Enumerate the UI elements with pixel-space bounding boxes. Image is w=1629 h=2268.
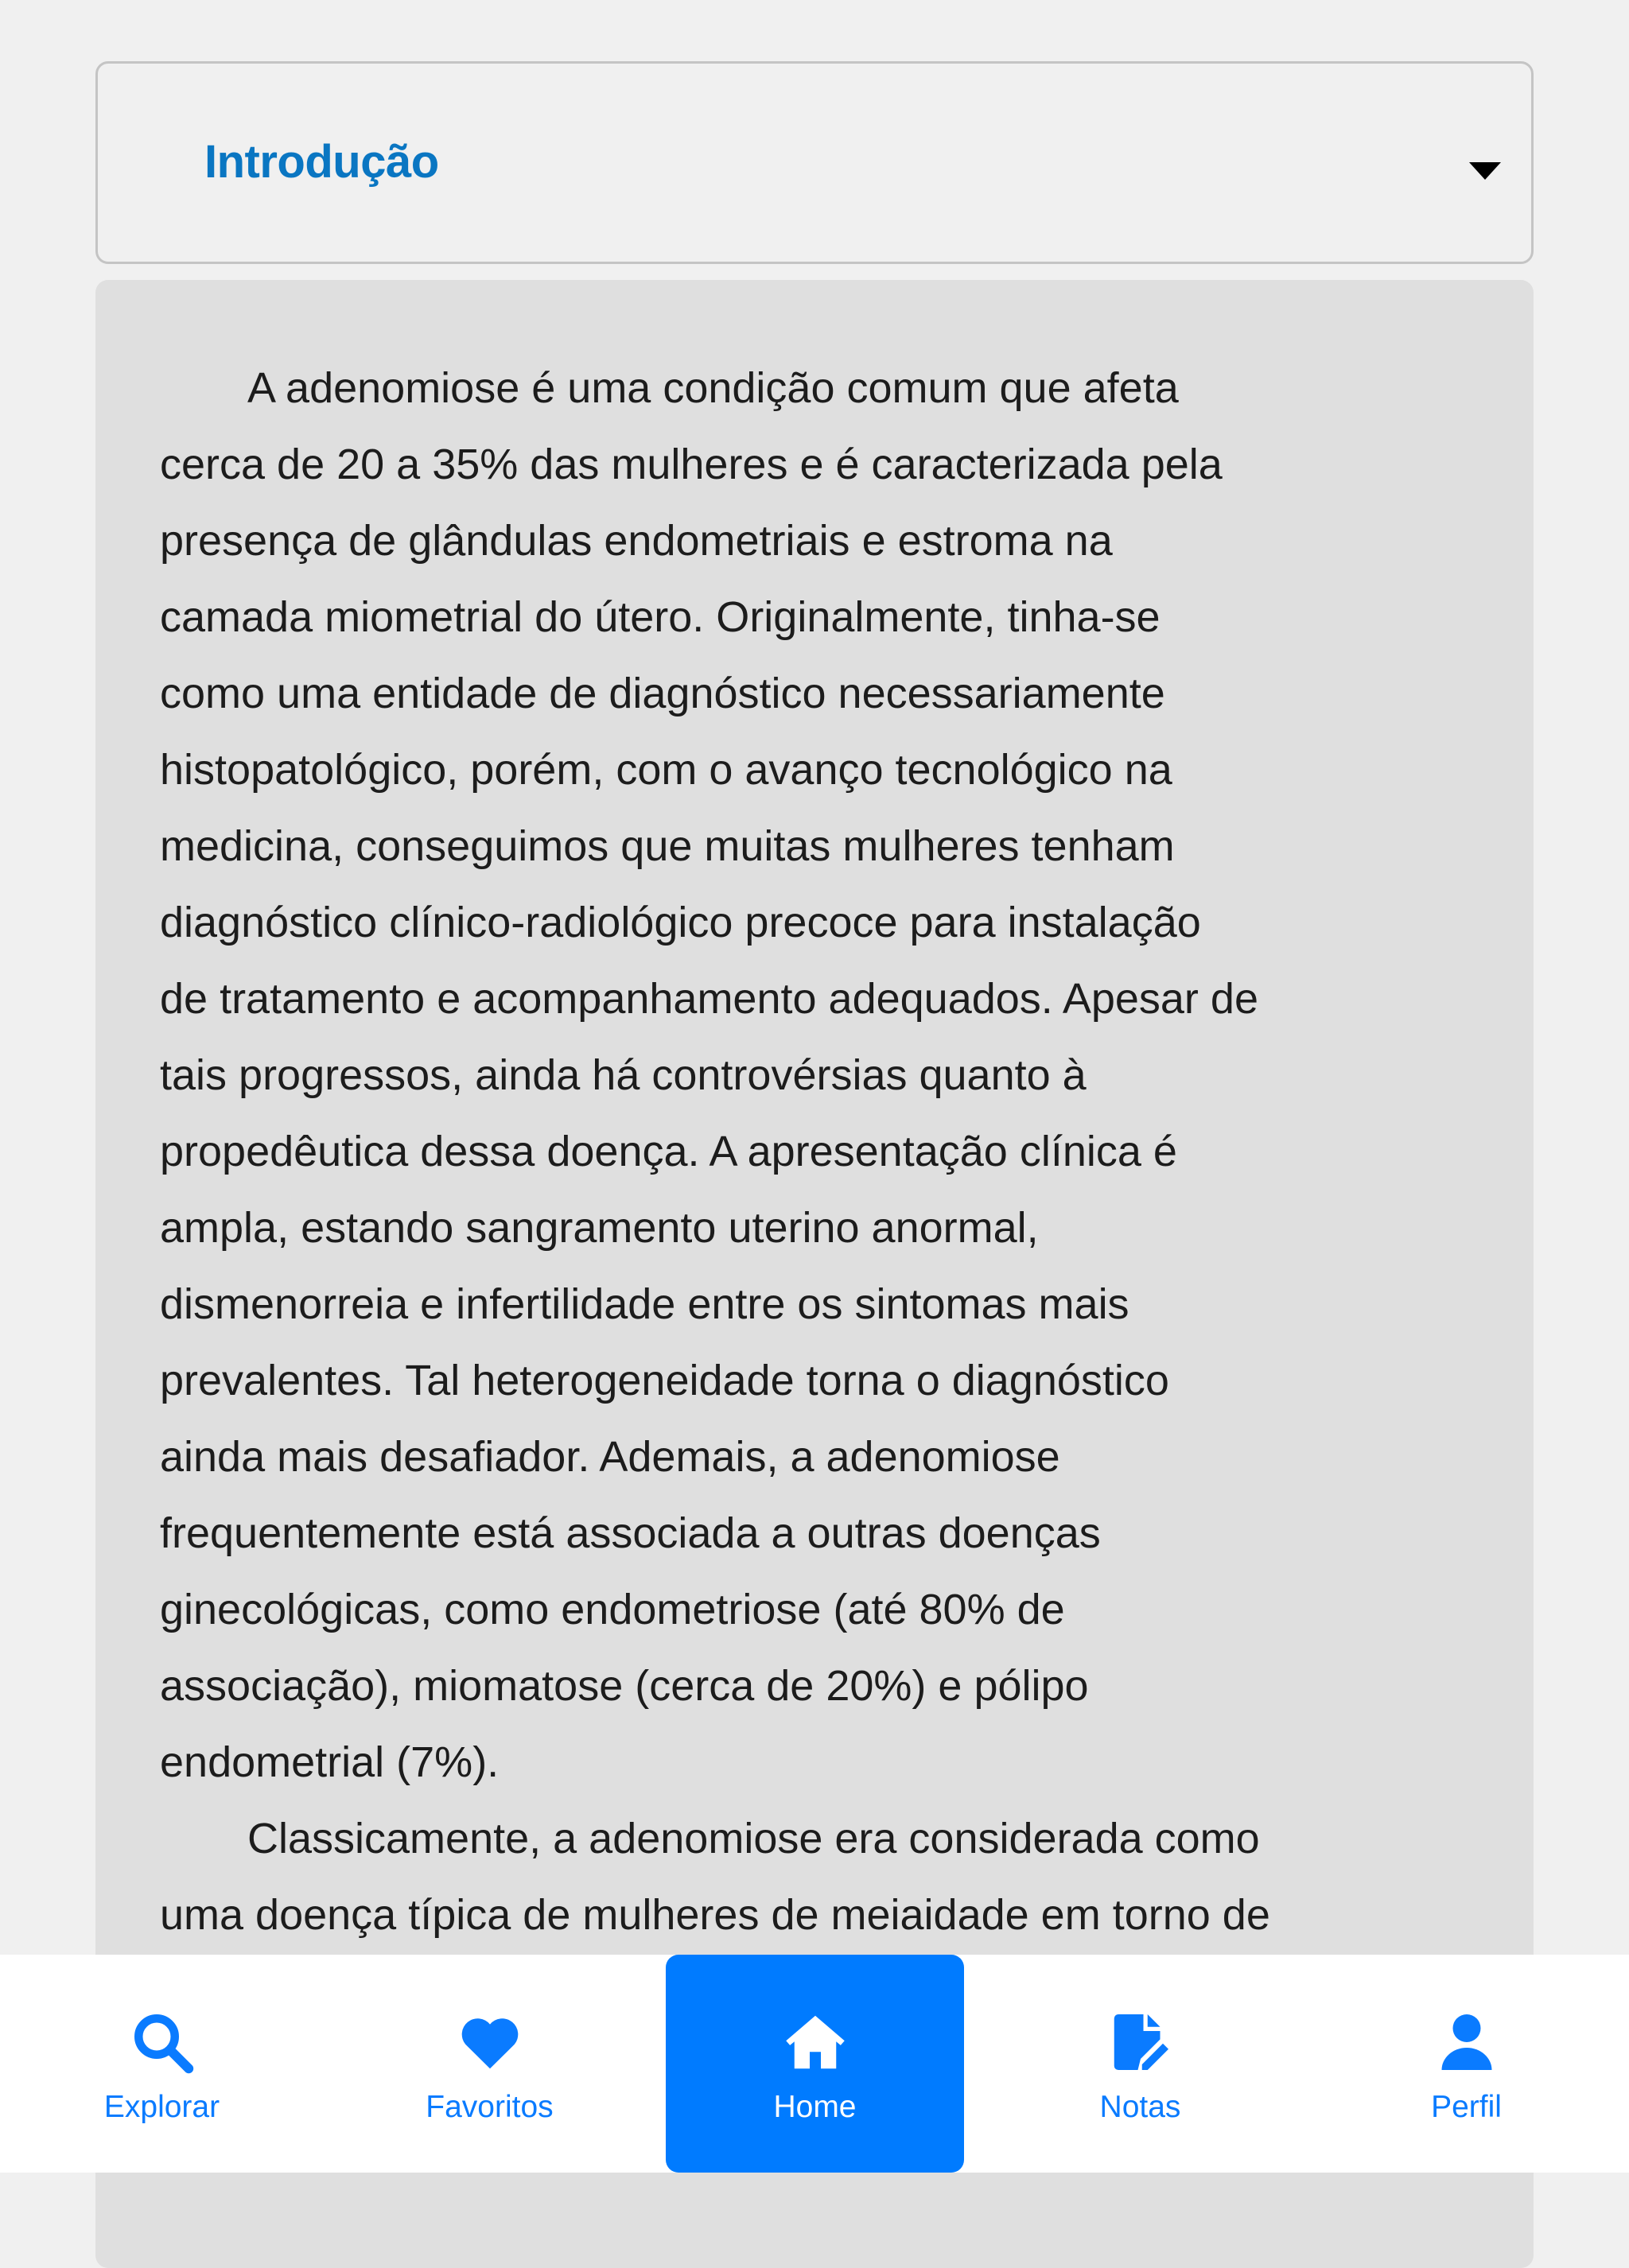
nav-label: Notas [1099,2090,1181,2124]
text-line: dismenorreia e infertilidade entre os sintomas mais [160,1280,1129,1328]
nav-label: Perfil [1431,2090,1502,2124]
caret-down-icon[interactable] [1469,162,1501,180]
text-line: prevalentes. Tal heterogeneidade torna o diagnóstico [160,1357,1169,1404]
note-edit-icon [1107,2009,1174,2076]
nav-home[interactable] [666,1955,964,2173]
text-line: Classicamente, a adenomiose era considerada como [247,1815,1260,1862]
nav-explorar[interactable] [13,1955,311,2173]
text-line: tais progressos, ainda há controvérsias quanto à [160,1051,1087,1099]
text-line: A adenomiose é uma condição comum que afeta [247,364,1179,412]
text-line: medicina, conseguimos que muitas mulheres tenham [160,822,1175,870]
user-icon [1433,2009,1500,2076]
nav-notas[interactable] [991,1955,1289,2173]
text-line: como uma entidade de diagnóstico necessariamente [160,670,1165,717]
article-text [160,350,1270,1953]
text-line: ampla, estando sangramento uterino anormal, [160,1204,1039,1252]
search-icon [129,2009,196,2076]
nav-label: Favoritos [426,2090,554,2124]
text-line: diagnóstico clínico-radiológico precoce para instalação [160,899,1201,946]
heart-icon [457,2009,523,2076]
nav-label: Home [773,2090,857,2124]
home-icon [782,2009,849,2076]
nav-perfil[interactable] [1317,1955,1615,2173]
nav-label: Explorar [103,2090,220,2124]
text-line: camada miometrial do útero. Originalmente, tinha-se [160,593,1161,641]
text-line: endometrial (7%). [160,1738,500,1786]
bottom-nav [0,1955,1629,2173]
text-line: histopatológico, porém, com o avanço tecnológico na [160,746,1172,794]
text-line: frequentemente está associada a outras doenças [160,1509,1101,1557]
nav-favoritos[interactable] [340,1955,639,2173]
accordion-header-introducao[interactable] [95,61,1534,264]
text-line: cerca de 20 a 35% das mulheres e é caracterizada pela [160,441,1223,488]
section-title: Introdução [204,136,439,188]
text-line: de tratamento e acompanhamento adequados. Apesar de [160,975,1258,1023]
text-line: propedêutica dessa doença. A apresentação clínica é [160,1128,1177,1175]
text-line: associação), miomatose (cerca de 20%) e pólipo [160,1662,1089,1710]
text-line: ginecológicas, como endometriose (até 80% de [160,1586,1065,1633]
text-line: presença de glândulas endometriais e estroma na [160,517,1113,565]
text-line: uma doença típica de mulheres de meiaidade em torno de [160,1891,1270,1939]
text-line: ainda mais desafiador. Ademais, a adenomiose [160,1433,1060,1481]
